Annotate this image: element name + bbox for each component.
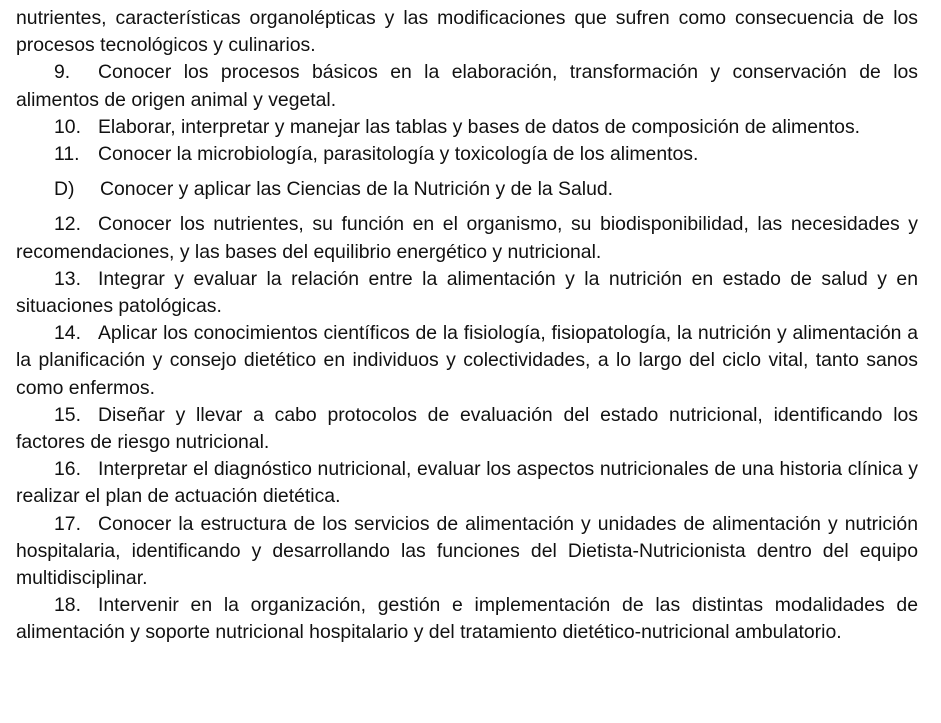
list-item-18 [16, 592, 918, 646]
list-item-16 [16, 456, 918, 510]
list-item-17 [16, 511, 918, 593]
section-title: Conocer y aplicar las Ciencias de la Nutrición y de la Salud. [100, 178, 614, 201]
item-text: Elaborar, interpretar y manejar las tablas y bases de datos de composición de alimentos. [98, 115, 861, 138]
document-page [16, 5, 918, 647]
list-item-9 [16, 59, 918, 113]
section-letter: D) [54, 178, 75, 201]
item-number: 17. [54, 512, 81, 535]
item-text: Conocer los procesos básicos en la elaboración, transformación y conservación de los alimentos de origen animal y vegetal. [16, 61, 918, 111]
item-number: 14. [54, 322, 81, 345]
item-text: Conocer la estructura de los servicios de alimentación y unidades de alimentación y nutrición hospitalaria, identificando y desarrollando las funciones del Dietista-Nutricionista dentro del equipo multidisciplinar. [16, 512, 918, 590]
item-text: Intervenir en la organización, gestión e implementación de las distintas modalidades de alimentación y soporte nutricional hospitalario y del tratamiento dietético-nutricional ambulatorio. [16, 594, 918, 644]
list-item-12 [16, 211, 918, 265]
item-number: 9. [54, 61, 71, 84]
list-item-15 [16, 402, 918, 456]
item-number: 18. [54, 594, 81, 617]
item-text: Aplicar los conocimientos científicos de la fisiología, fisiopatología, la nutrición y alimentación a la planificación y consejo dietético en individuos y colectividades, a lo largo del ciclo vital, tanto sanos como enfermos. [16, 322, 918, 399]
item-text: Integrar y evaluar la relación entre la alimentación y la nutrición en estado de salud y en situaciones patológicas. [16, 267, 918, 318]
item-number: 15. [54, 403, 81, 426]
continuation-paragraph: nutrientes, características organolépticas y las modificaciones que sufren como consecuencia de los procesos tecnológicos y culinarios. [16, 7, 918, 57]
item-text: Diseñar y llevar a cabo protocolos de evaluación del estado nutricional, identificando los factores de riesgo nutricional. [16, 403, 918, 454]
item-number: 10. [54, 115, 81, 138]
section-heading-d [16, 168, 918, 211]
item-number: 12. [54, 213, 81, 236]
item-text: Interpretar el diagnóstico nutricional, evaluar los aspectos nutricionales de una historia clínica y realizar el plan de actuación dietética. [16, 458, 918, 508]
list-item-14 [16, 320, 918, 402]
item-number: 11. [54, 143, 80, 166]
item-number: 13. [54, 267, 81, 290]
list-item-13 [16, 266, 918, 320]
item-text: Conocer la microbiología, parasitología y toxicología de los alimentos. [98, 143, 699, 166]
item-number: 16. [54, 458, 81, 481]
item-text: Conocer los nutrientes, su función en el organismo, su biodisponibilidad, las necesidades y recomendaciones, y las bases del equilibrio energético y nutricional. [16, 213, 918, 263]
list-item-11 [16, 141, 918, 168]
list-item-10 [16, 114, 918, 141]
